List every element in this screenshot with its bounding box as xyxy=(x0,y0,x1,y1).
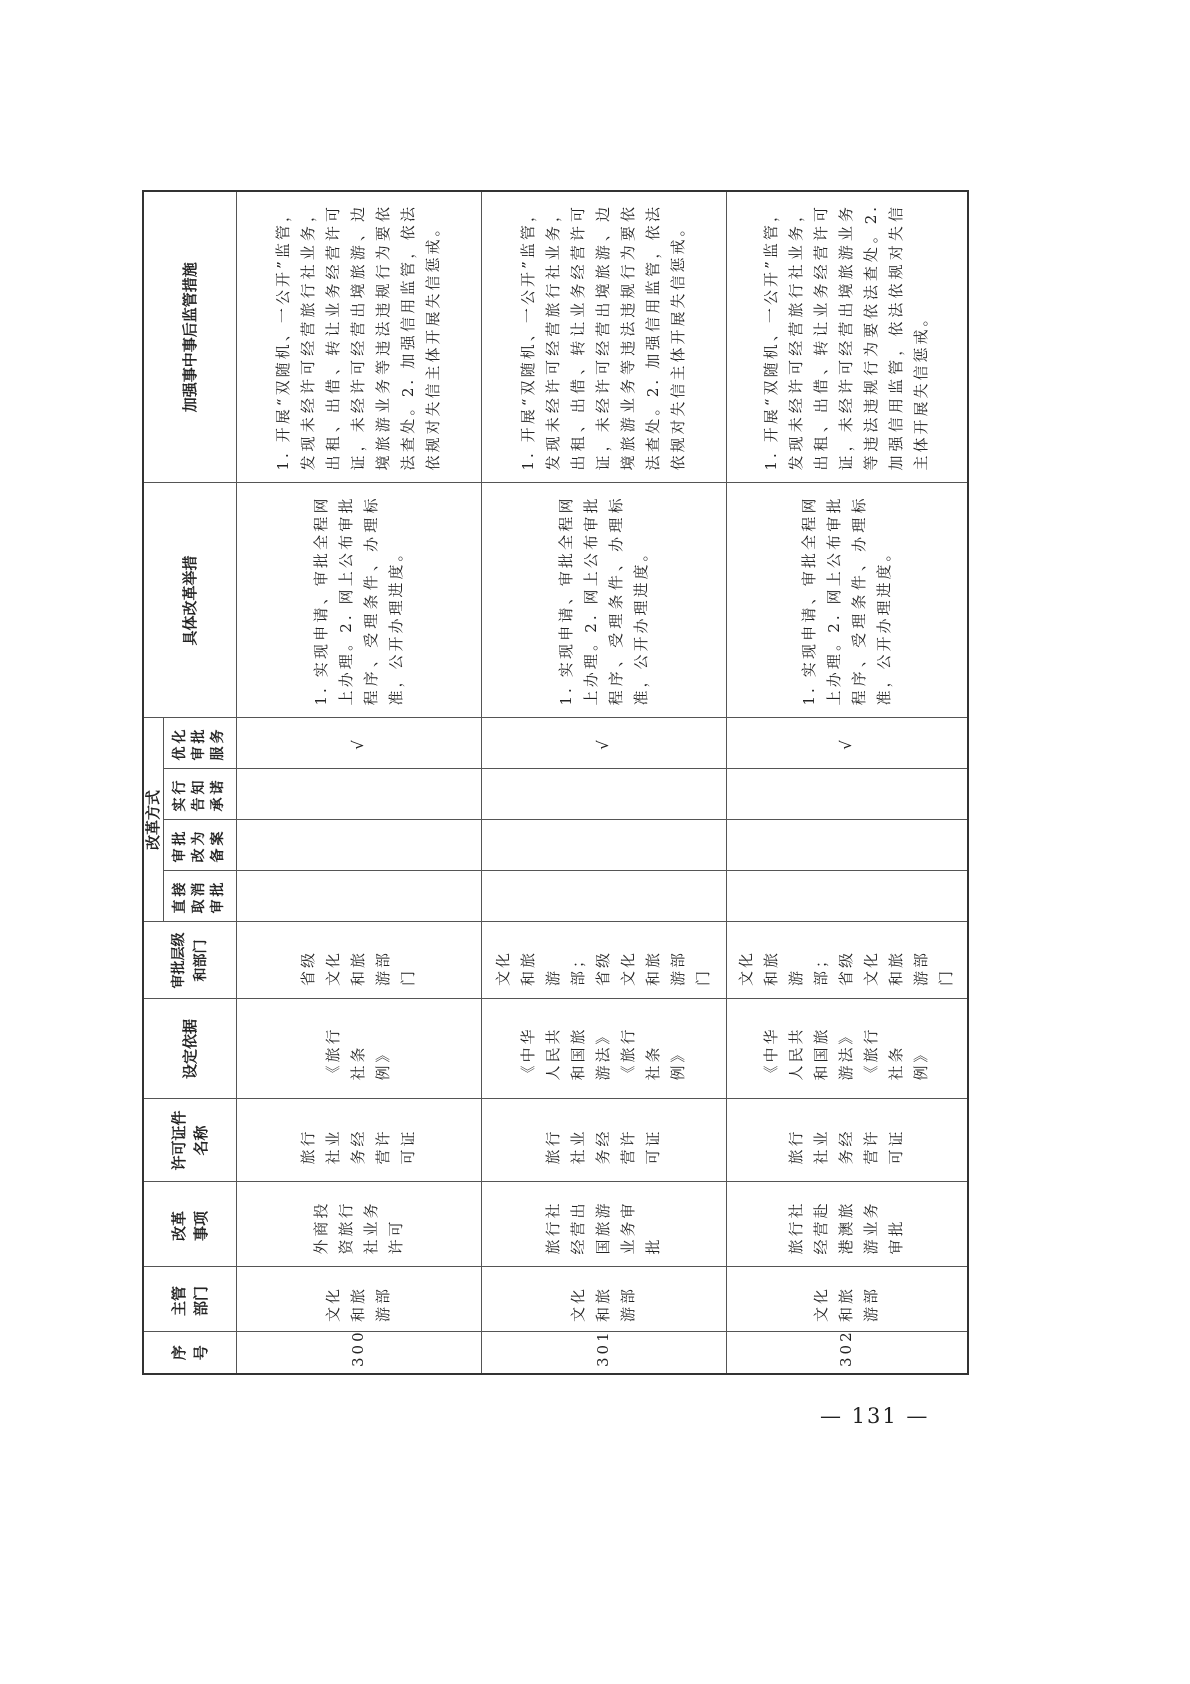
header-item: 改革事项 xyxy=(143,1182,236,1267)
cell-supervision: 1. 开展“双随机、一公开”监管，发现未经许可经营旅行社业务，出租、出借、转让业务经营许可证，未经许可经营出境旅游、边境旅游业务等违法违规行为要依法查处。2. 加强信用监管，依法依规对失信主体开展失信惩戒。 xyxy=(236,191,481,483)
cell-mode-optimize-check: √ xyxy=(481,718,726,769)
header-reform-mode: 改革方式 xyxy=(143,718,163,922)
cell-dept: 文化和旅游部 xyxy=(236,1267,481,1332)
header-seq: 序号 xyxy=(143,1332,236,1374)
cell-mode-filing xyxy=(481,820,726,871)
header-mode-optimize: 优化审批服务 xyxy=(163,718,236,769)
cell-mode-cancel xyxy=(726,871,968,922)
cell-item: 旅行社经营赴港澳旅游业务审批 xyxy=(726,1182,968,1267)
cell-measures: 1. 实现申请、审批全程网上办理。2. 网上公布审批程序、受理条件、办理标准，公开办理进度。 xyxy=(236,483,481,718)
cell-mode-notify xyxy=(236,769,481,820)
header-mode-filing: 审批改为备案 xyxy=(163,820,236,871)
header-mode-notify: 实行告知承诺 xyxy=(163,769,236,820)
cell-mode-notify xyxy=(726,769,968,820)
header-license: 许可证件名称 xyxy=(143,1099,236,1182)
cell-level: 文化和旅游部；省级文化和旅游部门 xyxy=(726,922,968,999)
cell-seq: 300 xyxy=(236,1332,481,1374)
cell-seq: 301 xyxy=(481,1332,726,1374)
cell-basis: 《中华人民共和国旅游法》《旅行社条例》 xyxy=(481,999,726,1099)
cell-license: 旅行社业务经营许可证 xyxy=(236,1099,481,1182)
cell-mode-filing xyxy=(726,820,968,871)
page-number: — 131 — xyxy=(820,1404,930,1428)
cell-mode-cancel xyxy=(481,871,726,922)
cell-supervision: 1. 开展“双随机、一公开”监管，发现未经许可经营旅行社业务，出租、出借、转让业务经营许可证，未经许可经营出境旅游、边境旅游业务等违法违规行为要依法查处。2. 加强信用监管，依法依规对失信主体开展失信惩戒。 xyxy=(481,191,726,483)
cell-mode-optimize-check: √ xyxy=(236,718,481,769)
table-row xyxy=(481,191,726,1374)
cell-dept: 文化和旅游部 xyxy=(481,1267,726,1332)
cell-supervision: 1. 开展“双随机、一公开”监管，发现未经许可经营旅行社业务，出租、出借、转让业务经营许可证，未经许可经营出境旅游业务等违法违规行为要依法查处。2. 加强信用监管，依法依规对失信主体开展失信惩戒。 xyxy=(726,191,968,483)
cell-mode-optimize-check: √ xyxy=(726,718,968,769)
cell-license: 旅行社业务经营许可证 xyxy=(481,1099,726,1182)
header-dept: 主管部门 xyxy=(143,1267,236,1332)
cell-license: 旅行社业务经营许可证 xyxy=(726,1099,968,1182)
cell-basis: 《旅行社条例》 xyxy=(236,999,481,1099)
cell-seq: 302 xyxy=(726,1332,968,1374)
cell-dept: 文化和旅游部 xyxy=(726,1267,968,1332)
cell-measures: 1. 实现申请、审批全程网上办理。2. 网上公布审批程序、受理条件、办理标准，公开办理进度。 xyxy=(726,483,968,718)
header-basis: 设定依据 xyxy=(143,999,236,1099)
cell-mode-notify xyxy=(481,769,726,820)
cell-item: 外商投资旅行社业务许可 xyxy=(236,1182,481,1267)
reform-items-table xyxy=(142,190,969,1375)
header-supervision: 加强事中事后监管措施 xyxy=(143,191,236,483)
cell-measures: 1. 实现申请、审批全程网上办理。2. 网上公布审批程序、受理条件、办理标准，公开办理进度。 xyxy=(481,483,726,718)
cell-mode-cancel xyxy=(236,871,481,922)
header-measures: 具体改革举措 xyxy=(143,483,236,718)
header-mode-cancel: 直接取消审批 xyxy=(163,871,236,922)
cell-level: 省级文化和旅游部门 xyxy=(236,922,481,999)
cell-basis: 《中华人民共和国旅游法》《旅行社条例》 xyxy=(726,999,968,1099)
table-row xyxy=(726,191,968,1374)
cell-mode-filing xyxy=(236,820,481,871)
cell-item: 旅行社经营出国旅游业务审批 xyxy=(481,1182,726,1267)
rotated-table-container xyxy=(142,192,967,1375)
table-row xyxy=(236,191,481,1374)
header-level: 审批层级和部门 xyxy=(143,922,236,999)
cell-level: 文化和旅游部；省级文化和旅游部门 xyxy=(481,922,726,999)
